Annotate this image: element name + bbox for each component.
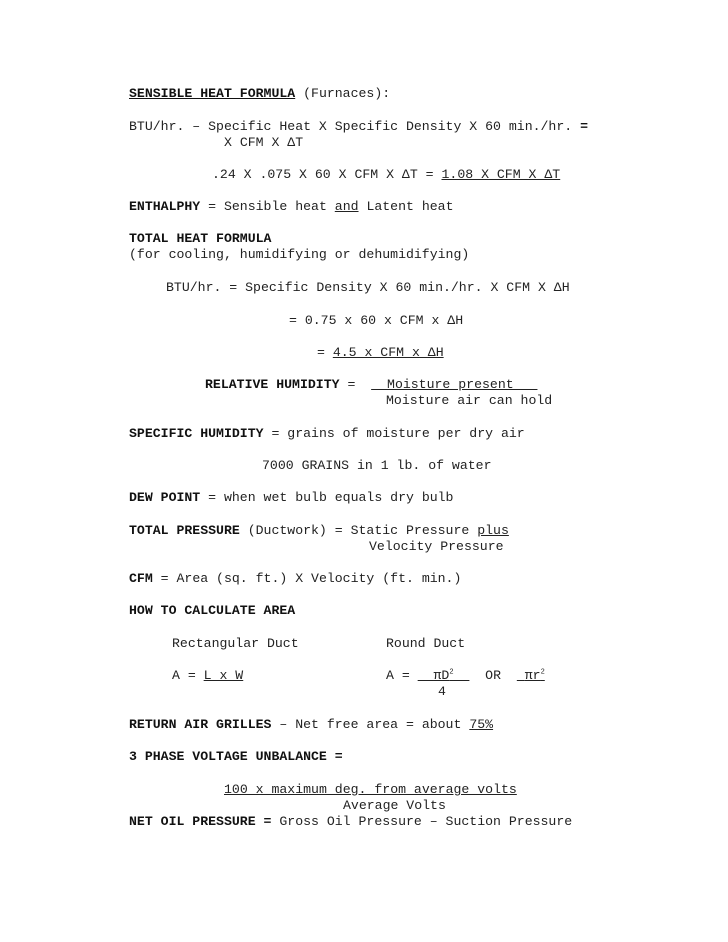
cfm-term: CFM [129, 571, 153, 586]
rect-area-lw: L x W [203, 668, 244, 683]
round-area-or: OR [485, 668, 501, 683]
relative-humidity-line [205, 377, 537, 393]
relative-humidity-numerator: __Moisture present___ [371, 377, 538, 392]
net-oil-term: NET OIL PRESSURE = [129, 814, 272, 829]
sensible-formula-text: BTU/hr. – Specific Heat X Specific Density X 60 min./hr. [129, 119, 581, 134]
enthalphy-and: and [334, 199, 359, 214]
specific-humidity-rest: = grains of moisture per dry air [263, 426, 525, 441]
round-duct-label: Round Duct [386, 636, 466, 651]
dew-point-rest: = when wet bulb equals dry bulb [200, 490, 454, 505]
round-area-formula [386, 668, 545, 684]
total-heat-line2: = 0.75 x 60 x CFM x ΔH [289, 313, 464, 328]
sensible-formula-line3 [212, 167, 560, 183]
sensible-formula-line2: X CFM X ΔT [224, 135, 304, 150]
voltage-title: 3 PHASE VOLTAGE UNBALANCE = [129, 749, 343, 764]
total-heat-title [129, 231, 271, 247]
total-heat-result: 4.5 x CFM x ΔH [332, 345, 444, 360]
enthalphy-definition [129, 199, 454, 215]
area-title: HOW TO CALCULATE AREA [129, 603, 296, 618]
round-area-pi-d: πD [433, 668, 450, 683]
dew-point-definition [129, 490, 453, 506]
total-heat-line3 [317, 345, 444, 361]
enthalphy-rest: Latent heat [358, 199, 454, 214]
total-pressure-rest: (Ductwork) = Static Pressure [239, 523, 478, 538]
total-heat-subtitle: (for cooling, humidifying or dehumidifying) [129, 247, 470, 262]
total-pressure-definition [129, 523, 509, 539]
round-area-eq: A = [386, 668, 418, 683]
total-pressure-plus: plus [477, 523, 509, 538]
enthalphy-term: ENTHALPHY [129, 199, 201, 214]
net-oil-definition [129, 814, 572, 830]
return-air-rest: – Net free area = about [271, 717, 470, 732]
total-pressure-term: TOTAL PRESSURE [129, 523, 240, 538]
relative-humidity-eq: = [339, 377, 372, 392]
rect-area-formula [172, 668, 243, 684]
net-oil-rest: Gross Oil Pressure – Suction Pressure [271, 814, 573, 829]
specific-humidity-note: 7000 GRAINS in 1 lb. of water [262, 458, 492, 473]
round-area-alt-exponent: 2 [540, 668, 545, 677]
return-air-value: 75% [469, 717, 494, 732]
return-air-definition [129, 717, 493, 733]
cfm-rest: = Area (sq. ft.) X Velocity (ft. min.) [152, 571, 462, 586]
enthalphy-eq: = Sensible heat [200, 199, 335, 214]
specific-humidity-term: SPECIFIC HUMIDITY [129, 426, 264, 441]
sensible-formula-line1 [129, 119, 588, 135]
round-area-denominator: 4 [438, 684, 446, 699]
cfm-definition [129, 571, 461, 587]
voltage-numerator-text: 100 x maximum deg. from average volts [224, 782, 517, 797]
round-area-pi-r: πr [524, 668, 541, 683]
sensible-formula-equals: = [580, 119, 589, 134]
dew-point-term: DEW POINT [129, 490, 201, 505]
area-heading [129, 603, 295, 619]
total-pressure-line2: Velocity Pressure [369, 539, 504, 554]
voltage-denominator: Average Volts [343, 798, 446, 813]
sensible-heat-heading [129, 86, 390, 102]
specific-humidity-definition [129, 426, 525, 442]
rect-duct-label: Rectangular Duct [172, 636, 299, 651]
total-heat-title-text: TOTAL HEAT FORMULA [129, 231, 272, 246]
sensible-heat-title: SENSIBLE HEAT FORMULA [129, 86, 296, 101]
sensible-formula-result: 1.08 X CFM X ΔT [441, 167, 561, 182]
return-air-term: RETURN AIR GRILLES [129, 717, 272, 732]
total-heat-line3-eq: = [317, 345, 333, 360]
total-heat-line1: BTU/hr. = Specific Density X 60 min./hr. X CFM X ΔH [166, 280, 570, 295]
voltage-numerator [224, 782, 517, 798]
round-area-numerator: $\pi D^2\_\_$ [433, 668, 470, 683]
relative-humidity-term: RELATIVE HUMIDITY [205, 377, 340, 392]
voltage-heading [129, 749, 343, 765]
sensible-heat-subtitle: (Furnaces): [295, 86, 391, 101]
relative-humidity-denominator: Moisture air can hold [386, 393, 553, 408]
sensible-formula-expansion: .24 X .075 X 60 X CFM X ΔT = [212, 167, 442, 182]
round-area-alt [517, 668, 545, 683]
round-area-exponent: 2 [449, 668, 454, 677]
rect-area-eq: A = [172, 668, 204, 683]
